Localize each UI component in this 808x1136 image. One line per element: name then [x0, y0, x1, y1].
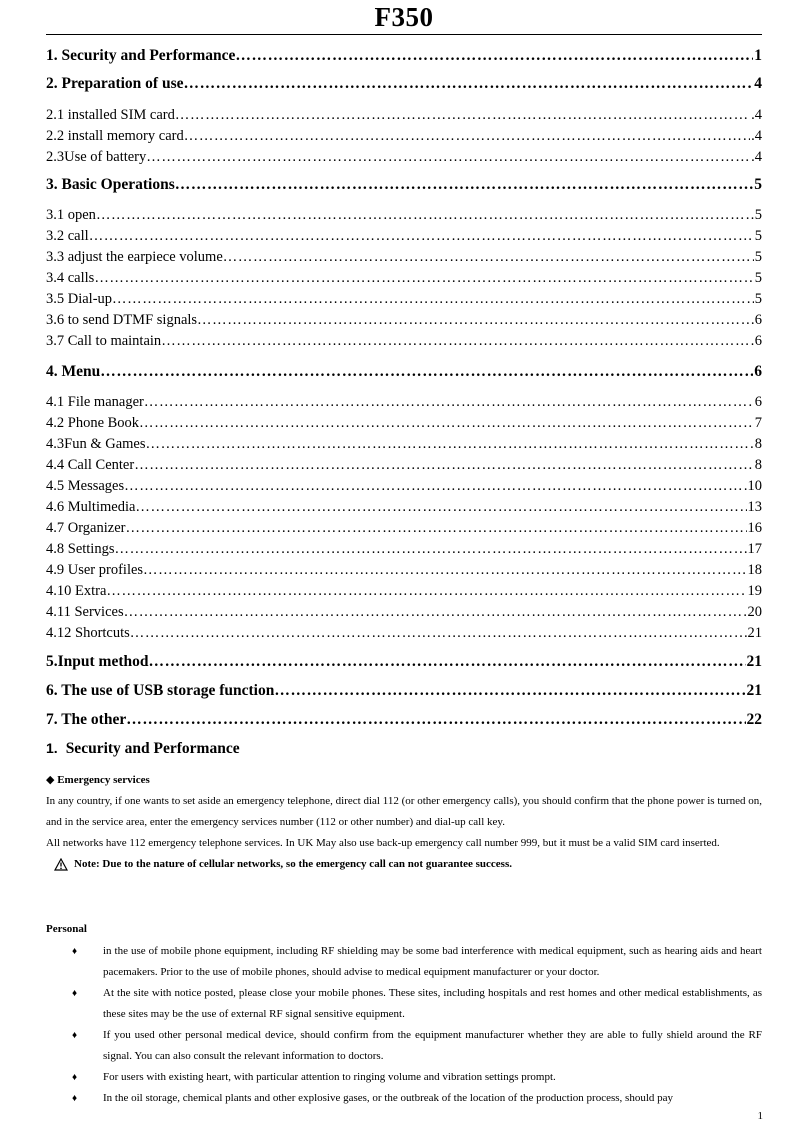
toc-entry-page: 8	[754, 457, 762, 473]
list-item-text: If you used other personal medical device, should confirm from the equipment manufacturer whether they are able to fully shield around the RF signal. You can also consult the relevant information to doctors.	[103, 1029, 762, 1062]
toc-leader-dots	[161, 333, 754, 350]
toc-leader-dots	[146, 149, 750, 166]
toc-entry-page: 13	[747, 499, 762, 515]
toc-entry	[46, 653, 762, 675]
toc-entry-label: 3.5 Dial-up	[46, 291, 113, 307]
personal-list	[46, 941, 762, 1109]
toc-entry-label: 3.3 adjust the earpiece volume	[46, 249, 223, 265]
toc-entry-page: 5	[754, 228, 762, 244]
toc-entry-label: 1. Security and Performance	[46, 47, 236, 64]
toc-entry-label: 4.12 Shortcuts	[46, 625, 130, 641]
toc-entry-label: 2. Preparation of use	[46, 75, 184, 92]
toc-entry	[46, 436, 762, 456]
emergency-note-text: Note: Due to the nature of cellular networks, so the emergency call can not guarantee success.	[74, 858, 512, 870]
toc-entry-label: 4.11 Services	[46, 604, 124, 620]
toc-leader-dots	[126, 711, 745, 729]
toc-entry-page: 7	[754, 415, 762, 431]
toc-entry-label: 7. The other	[46, 711, 127, 728]
toc-entry-page: .4	[751, 128, 762, 144]
list-item	[46, 1025, 762, 1067]
toc-leader-dots	[89, 228, 754, 245]
bullet-marker: ♦	[71, 1030, 78, 1041]
toc-entry-page: 17	[747, 541, 762, 557]
toc-entry-page: 18	[747, 562, 762, 578]
toc-entry-page: 6	[754, 363, 762, 380]
toc-entry	[46, 176, 762, 198]
toc-entry-label: 3.1 open	[46, 207, 96, 223]
toc-entry	[46, 270, 762, 290]
toc-entry-label: 3.4 calls	[46, 270, 95, 286]
toc-entry	[46, 711, 762, 733]
list-item-text: In the oil storage, chemical plants and other explosive gases, or the outbreak of the location of the production process, should pay	[103, 1092, 674, 1104]
toc-entry-page: 4	[754, 75, 762, 92]
title-rule	[46, 34, 762, 35]
toc-entry-page: 5	[754, 270, 762, 286]
toc-leader-dots	[112, 291, 754, 308]
toc-entry-page: 22	[746, 711, 762, 728]
bullet-marker: ♦	[71, 946, 78, 957]
section-heading	[46, 740, 240, 758]
toc-leader-dots	[175, 107, 750, 124]
section-title: Security and Performance	[65, 740, 240, 757]
list-item-text: in the use of mobile phone equipment, including RF shielding may be some bad interference with medical equipment, such as hearing aids and heart pacemakers. Prior to the use of mobile phones, should advise to medical equipment manufacturer or your doctor.	[103, 945, 762, 978]
toc-leader-dots	[96, 207, 754, 224]
toc-entry-label: 3. Basic Operations	[46, 176, 175, 193]
list-item-text: For users with existing heart, with particular attention to ringing volume and vibration settings prompt.	[103, 1071, 556, 1083]
toc-entry	[46, 415, 762, 435]
toc-entry-label: 3.7 Call to maintain	[46, 333, 162, 349]
emergency-note	[54, 854, 762, 875]
toc-leader-dots	[143, 562, 746, 579]
list-item	[46, 1088, 762, 1109]
toc-entry	[46, 107, 762, 127]
toc-leader-dots	[135, 499, 746, 516]
toc-entry-label: 5.Input method	[46, 653, 149, 670]
toc-entry-label: 2.1 installed SIM card	[46, 107, 175, 123]
toc-entry	[46, 228, 762, 248]
toc-entry-page: 5	[754, 207, 762, 223]
toc-entry	[46, 499, 762, 519]
toc-entry-page: .4	[751, 107, 762, 123]
toc-entry-page: 21	[747, 625, 762, 641]
toc-entry-page: 21	[746, 653, 762, 670]
toc-entry	[46, 291, 762, 311]
toc-entry-label: 4.4 Call Center	[46, 457, 135, 473]
toc-entry-label: 2.2 install memory card	[46, 128, 184, 144]
toc-entry-label: 4.1 File manager	[46, 394, 144, 410]
toc-entry-label: 4.2 Phone Book	[46, 415, 140, 431]
toc-leader-dots	[184, 128, 750, 145]
toc-leader-dots	[144, 394, 754, 411]
toc-entry	[46, 149, 762, 169]
warning-icon	[54, 858, 68, 871]
toc-entry-label: 6. The use of USB storage function	[46, 682, 275, 699]
toc-entry-label: 2.3Use of battery	[46, 149, 147, 165]
toc-leader-dots	[235, 47, 753, 65]
toc-leader-dots	[183, 75, 753, 93]
toc-entry	[46, 562, 762, 582]
toc-entry-label: 4.5 Messages	[46, 478, 125, 494]
toc-entry-page: 20	[747, 604, 762, 620]
toc-entry-page: 6	[754, 394, 762, 410]
toc-entry	[46, 128, 762, 148]
toc-entry-page: 5	[754, 176, 762, 193]
toc-entry	[46, 75, 762, 97]
toc-entry	[46, 249, 762, 269]
toc-entry-page: 16	[747, 520, 762, 536]
toc-leader-dots	[274, 682, 745, 700]
toc-entry-page: 19	[747, 583, 762, 599]
toc-entry-page: 8	[754, 436, 762, 452]
toc-leader-dots	[175, 176, 754, 194]
list-item	[46, 1067, 762, 1088]
toc-entry	[46, 457, 762, 477]
toc-leader-dots	[130, 625, 747, 642]
toc-leader-dots	[125, 520, 746, 537]
toc-leader-dots	[100, 363, 753, 381]
toc-leader-dots	[223, 249, 754, 266]
toc-entry-label: 4.9 User profiles	[46, 562, 144, 578]
toc-leader-dots	[134, 457, 754, 474]
list-item	[46, 983, 762, 1025]
toc-entry	[46, 604, 762, 624]
toc-entry-page: 6	[754, 333, 762, 349]
emergency-paragraph-2: All networks have 112 emergency telephone services. In UK May also use back-up emergency call number 999, but it must be a valid SIM card inserted.	[46, 837, 720, 849]
list-item	[46, 941, 762, 983]
toc-entry-label: 4.6 Multimedia	[46, 499, 136, 515]
toc-entry-label: 4.10 Extra	[46, 583, 107, 599]
toc-entry-page: .4	[751, 149, 762, 165]
toc-entry	[46, 541, 762, 561]
toc-leader-dots	[114, 541, 746, 558]
emergency-block	[46, 770, 762, 875]
toc-leader-dots	[145, 436, 753, 453]
toc-entry	[46, 478, 762, 498]
document-title: F350	[374, 2, 434, 32]
toc-leader-dots	[149, 653, 746, 671]
toc-entry-page: 1	[754, 47, 762, 64]
toc-entry	[46, 47, 762, 69]
toc-entry	[46, 625, 762, 645]
toc-entry	[46, 207, 762, 227]
toc-entry-page: 21	[746, 682, 762, 699]
page-number: 1	[757, 1110, 763, 1122]
toc-entry-label: 4.8 Settings	[46, 541, 115, 557]
toc-leader-dots	[197, 312, 754, 329]
toc-entry-page: 5	[754, 249, 762, 265]
toc-entry-page: 10	[747, 478, 762, 494]
toc-entry	[46, 520, 762, 540]
bullet-marker: ♦	[71, 988, 78, 999]
toc-leader-dots	[124, 478, 746, 495]
list-item-text: At the site with notice posted, please close your mobile phones. These sites, including hospitals and rest homes and other medical establishments, as these sites may be the use of external RF signal sensitive equipment.	[103, 987, 762, 1020]
section-number: 1.	[46, 740, 58, 756]
emergency-paragraph-1: In any country, if one wants to set aside an emergency telephone, direct dial 112 (or other emergency calls), you should confirm that the phone power is turned on, and in the service area, enter the emergency services number (112 or other number) and dial-up call key.	[46, 795, 762, 828]
toc-leader-dots	[139, 415, 754, 432]
toc-entry	[46, 333, 762, 353]
toc-entry-label: 3.6 to send DTMF signals	[46, 312, 198, 328]
toc-leader-dots	[106, 583, 746, 600]
toc-entry	[46, 394, 762, 414]
toc-entry-label: 3.2 call	[46, 228, 89, 244]
toc-entry	[46, 312, 762, 332]
toc-entry	[46, 682, 762, 704]
toc-leader-dots	[124, 604, 747, 621]
personal-heading: Personal	[46, 923, 87, 935]
toc-entry	[46, 583, 762, 603]
toc-entry-page: 6	[754, 312, 762, 328]
toc-entry-label: 4.7 Organizer	[46, 520, 126, 536]
toc-entry-label: 4.3Fun & Games	[46, 436, 146, 452]
toc-entry-label: 4. Menu	[46, 363, 101, 380]
toc-entry	[46, 363, 762, 385]
toc-entry-page: 5	[754, 291, 762, 307]
bullet-marker: ♦	[71, 1072, 78, 1083]
bullet-marker: ♦	[71, 1093, 78, 1104]
personal-heading-block	[46, 919, 762, 940]
emergency-heading: ◆ Emergency services	[46, 774, 150, 786]
toc-leader-dots	[94, 270, 753, 287]
